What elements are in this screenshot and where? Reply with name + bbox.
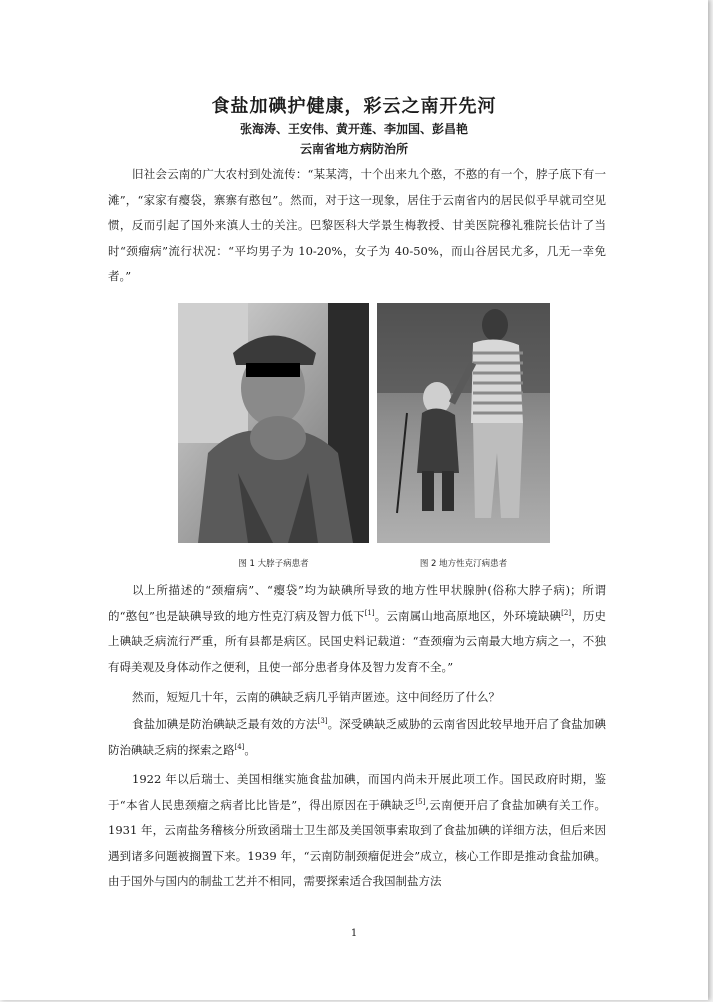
paragraph-text: ,云南便开启了食盐加碘有关工作。1931 年，云南盐务稽核分所致函瑞士卫生部及美国领事索取到了食盐加碘的详细方法，但后来因遇到诸多问题被搁置下来。1939 年，“云南防制颈瘤促进会”成立，核心工作即是推动食盐加碘。由于国外与国内的制盐工艺并不相同，需要探索适合我国制盐方法: [108, 797, 607, 888]
paragraph-text: 。: [244, 742, 256, 757]
paragraph-iodine-deficiency: [108, 578, 606, 680]
figure-cretinism-patient-photo: [377, 303, 550, 543]
figure-goiter-patient-photo: [178, 303, 369, 543]
paragraph-text: 以上所描述的“颈瘤病”、“瘿袋”均为缺碘所导致的地方性甲状腺肿(俗称大脖子病)；所谓的“憨包”也是缺碘导致的地方性克汀病及智力低下: [108, 583, 606, 623]
citation-ref: [5]: [415, 797, 426, 806]
cretinism-patient-image: [377, 303, 550, 543]
paragraph-text: ，历史上碘缺乏病流行严重，所有县都是病区。民国史料记载道：“查颈瘤为云南最大地方病之一，不独有碍美观及身体动作之便利，且使一部分患者身体及智力发育不全。”: [108, 608, 607, 674]
document-title: 食盐加碘护健康，彩云之南开先河: [211, 96, 497, 117]
page-number: 1: [350, 928, 358, 939]
paragraph-question: 然而，短短几十年，云南的碘缺乏病几乎销声匿迹。这中间经历了什么？: [132, 690, 500, 704]
paragraph-text: 1922 年以后瑞士、美国相继实施食盐加碘，而国内尚未开展此项工作。国民政府时期，鉴于“本省人民患颈瘤之病者比比皆是”，得出原因在于碘缺乏: [108, 772, 606, 812]
paragraph-salt-iodization: [108, 712, 606, 763]
citation-ref: [1]: [364, 608, 375, 617]
citation-ref: [3]: [317, 717, 328, 726]
paragraph-history: [108, 767, 606, 895]
figure-1-caption: 图 1 大脖子病患者: [238, 559, 309, 569]
citation-ref: [4]: [234, 742, 245, 751]
goiter-patient-image: [178, 303, 369, 543]
paragraph-text: 食盐加碘是防治碘缺乏最有效的方法: [132, 717, 318, 731]
paragraph-text: 。深受碘缺乏威胁的云南省因此较早地开启了食盐加碘防治碘缺乏病的探索之路: [108, 717, 607, 757]
figure-2-caption: 图 2 地方性克汀病患者: [419, 559, 508, 569]
affiliation: 云南省地方病防治所: [299, 142, 408, 156]
paragraph-intro: 旧社会云南的广大农村到处流传：“某某湾，十个出来九个憨，不憨的有一个，脖子底下有一滩”，“家家有瘿袋，寨寨有憨包”。然而，对于这一现象，居住于云南省内的居民似乎早就司空见惯，反而引起了国外来滇人士的关注。巴黎医科大学景生梅教授、甘美医院穆礼雅院长估计了当时“颈瘤病”流行状况：“平均男子为 10-20%，女子为 40-50%，而山谷居民尤多，几无一幸免者。”: [108, 167, 606, 283]
citation-ref: [2]: [561, 608, 572, 617]
author-list: 张海涛、王安伟、黄开莲、李加国、彭昌艳: [239, 122, 468, 136]
paragraph-text: 。云南属山地高原地区，外环境缺碘: [374, 608, 562, 623]
